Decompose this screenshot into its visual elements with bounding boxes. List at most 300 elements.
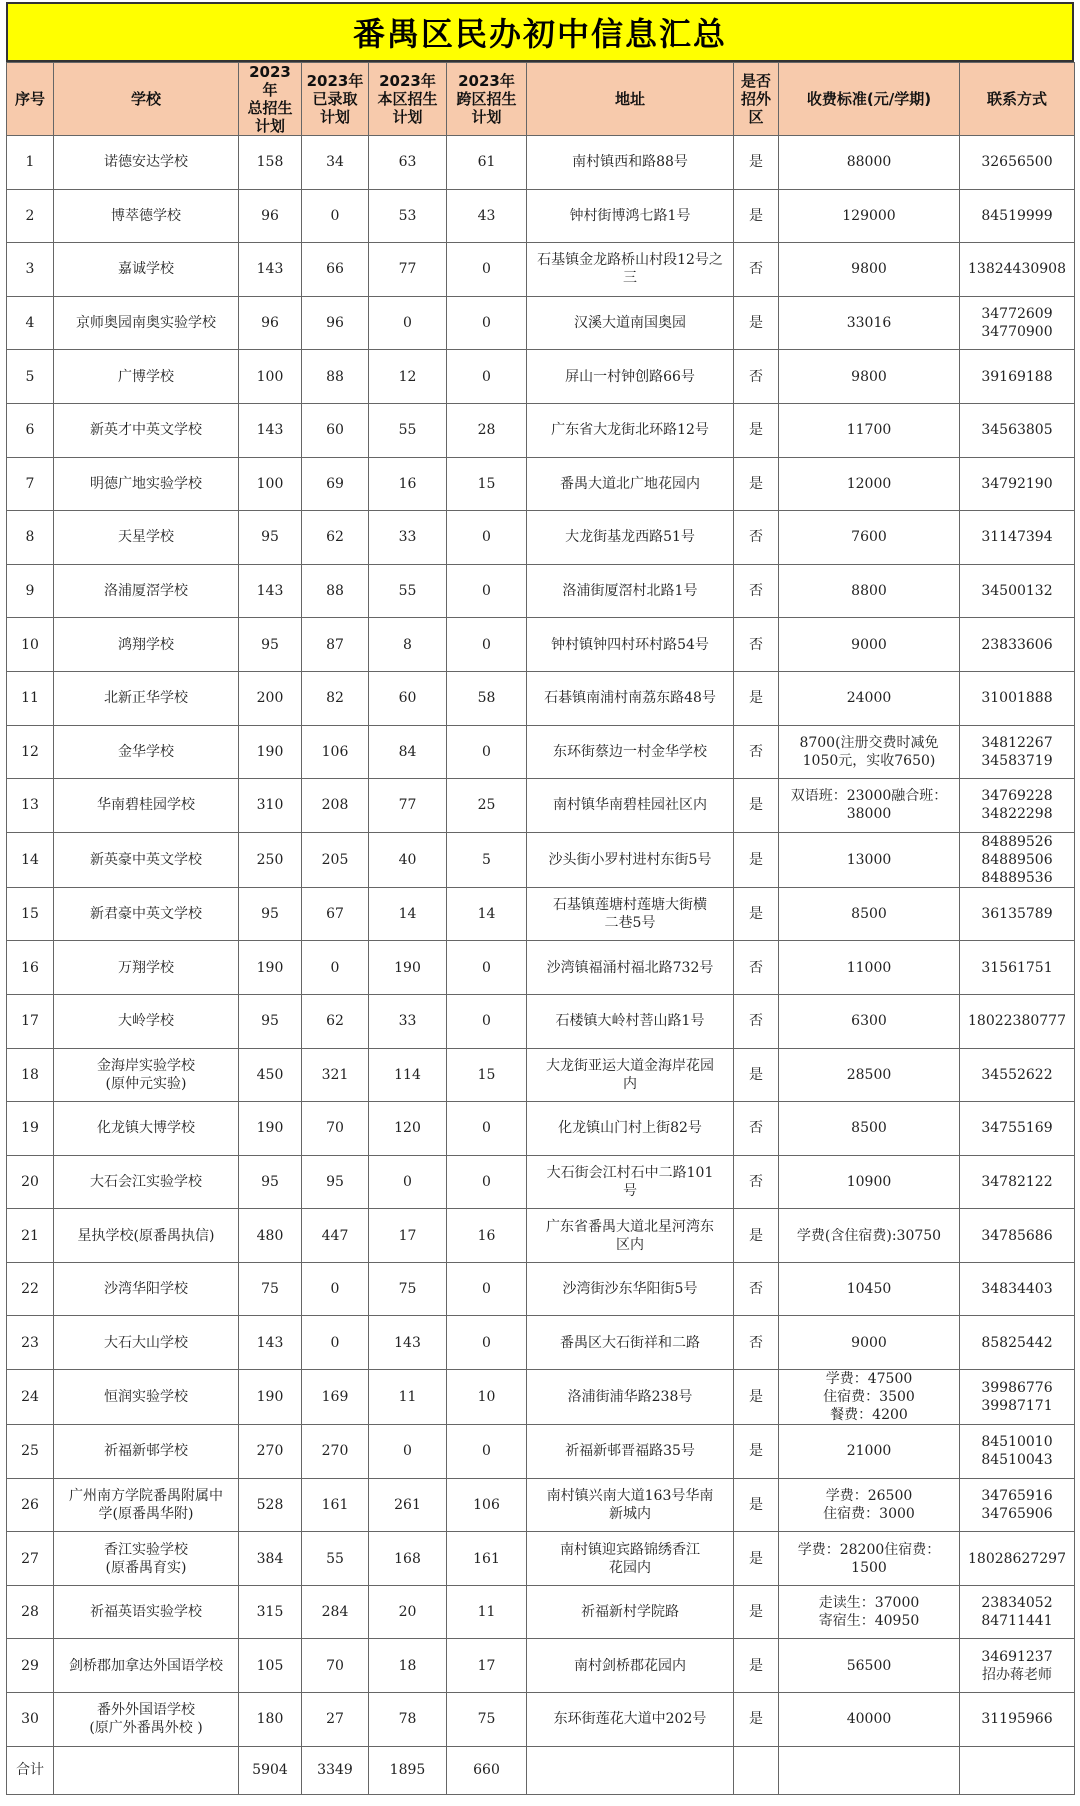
fee: 33016 (779, 296, 960, 350)
outside-flag: 是 (734, 136, 779, 190)
outside-flag: 否 (734, 1262, 779, 1316)
total-plan: 95 (239, 887, 302, 941)
outside-flag: 是 (734, 671, 779, 725)
fee: 学费：47500 住宿费：3500 餐费：4200 (779, 1370, 960, 1425)
cross-plan: 0 (447, 1155, 527, 1209)
cross-plan: 61 (447, 136, 527, 190)
school-name: 大石大山学校 (54, 1316, 239, 1370)
address: 石基镇金龙路桥山村段12号之三 (527, 243, 734, 297)
total-plan: 528 (239, 1478, 302, 1532)
address: 石楼镇大岭村菩山路1号 (527, 994, 734, 1048)
row-no: 20 (7, 1155, 54, 1209)
totals-local: 1895 (369, 1746, 447, 1794)
totals-total: 5904 (239, 1746, 302, 1794)
total-plan: 190 (239, 725, 302, 779)
total-plan: 250 (239, 832, 302, 887)
table-row (7, 832, 1075, 887)
fee: 8800 (779, 564, 960, 618)
contact: 84510010 84510043 (960, 1425, 1075, 1479)
fee: 8500 (779, 887, 960, 941)
contact: 84889526 84889506 84889536 (960, 832, 1075, 887)
cross-plan: 5 (447, 832, 527, 887)
table-row (7, 243, 1075, 297)
total-plan: 96 (239, 296, 302, 350)
total-plan: 96 (239, 189, 302, 243)
local-plan: 18 (369, 1639, 447, 1693)
totals-blank (54, 1746, 239, 1794)
contact: 36135789 (960, 887, 1075, 941)
address: 大龙街亚运大道金海岸花园 内 (527, 1048, 734, 1102)
fee: 9800 (779, 243, 960, 297)
header-outside: 是否 招外区 (734, 63, 779, 136)
total-plan: 450 (239, 1048, 302, 1102)
table-row (7, 725, 1075, 779)
fee: 13000 (779, 832, 960, 887)
table-row (7, 1370, 1075, 1425)
cross-plan: 15 (447, 1048, 527, 1102)
local-plan: 8 (369, 618, 447, 672)
info-sheet (6, 2, 1074, 1795)
address: 东环街莲花大道中202号 (527, 1693, 734, 1747)
contact: 34834403 (960, 1262, 1075, 1316)
total-plan: 143 (239, 243, 302, 297)
local-plan: 84 (369, 725, 447, 779)
local-plan: 114 (369, 1048, 447, 1102)
school-name: 新英才中英文学校 (54, 403, 239, 457)
fee: 7600 (779, 511, 960, 565)
table-row (7, 1102, 1075, 1156)
total-plan: 95 (239, 1155, 302, 1209)
local-plan: 77 (369, 243, 447, 297)
admitted-plan: 88 (302, 350, 369, 404)
address: 沙头街小罗村进村东街5号 (527, 832, 734, 887)
row-no: 8 (7, 511, 54, 565)
cross-plan: 16 (447, 1209, 527, 1263)
contact: 34792190 (960, 457, 1075, 511)
table-row (7, 1532, 1075, 1586)
admitted-plan: 0 (302, 1316, 369, 1370)
local-plan: 55 (369, 403, 447, 457)
admitted-plan: 208 (302, 779, 369, 833)
cross-plan: 0 (447, 296, 527, 350)
local-plan: 20 (369, 1585, 447, 1639)
table-row (7, 779, 1075, 833)
fee: 学费：26500 住宿费：3000 (779, 1478, 960, 1532)
admitted-plan: 270 (302, 1425, 369, 1479)
outside-flag: 是 (734, 189, 779, 243)
cross-plan: 161 (447, 1532, 527, 1586)
admitted-plan: 169 (302, 1370, 369, 1425)
header-row (7, 63, 1075, 136)
contact: 31195966 (960, 1693, 1075, 1747)
outside-flag: 否 (734, 511, 779, 565)
total-plan: 100 (239, 457, 302, 511)
school-name: 广州南方学院番禺附属中 学(原番禺华附) (54, 1478, 239, 1532)
admitted-plan: 0 (302, 941, 369, 995)
fee: 8700(注册交费时减免 1050元，实收7650) (779, 725, 960, 779)
address: 沙湾镇福涌村福北路732号 (527, 941, 734, 995)
admitted-plan: 27 (302, 1693, 369, 1747)
local-plan: 261 (369, 1478, 447, 1532)
row-no: 16 (7, 941, 54, 995)
contact: 18022380777 (960, 994, 1075, 1048)
local-plan: 63 (369, 136, 447, 190)
header-fee: 收费标准(元/学期) (779, 63, 960, 136)
outside-flag: 否 (734, 941, 779, 995)
row-no: 9 (7, 564, 54, 618)
admitted-plan: 0 (302, 189, 369, 243)
fee: 24000 (779, 671, 960, 725)
fee: 11700 (779, 403, 960, 457)
admitted-plan: 70 (302, 1102, 369, 1156)
admitted-plan: 67 (302, 887, 369, 941)
admitted-plan: 106 (302, 725, 369, 779)
school-name: 华南碧桂园学校 (54, 779, 239, 833)
school-name: 星执学校(原番禺执信) (54, 1209, 239, 1263)
contact: 34552622 (960, 1048, 1075, 1102)
contact: 31001888 (960, 671, 1075, 725)
contact: 39986776 39987171 (960, 1370, 1075, 1425)
outside-flag: 否 (734, 1316, 779, 1370)
admitted-plan: 34 (302, 136, 369, 190)
contact: 13824430908 (960, 243, 1075, 297)
address: 屏山一村钟创路66号 (527, 350, 734, 404)
outside-flag: 是 (734, 1048, 779, 1102)
outside-flag: 是 (734, 1370, 779, 1425)
school-name: 北新正华学校 (54, 671, 239, 725)
school-name: 嘉诚学校 (54, 243, 239, 297)
row-no: 4 (7, 296, 54, 350)
fee: 10900 (779, 1155, 960, 1209)
total-plan: 384 (239, 1532, 302, 1586)
outside-flag: 是 (734, 832, 779, 887)
admitted-plan: 70 (302, 1639, 369, 1693)
school-name: 大岭学校 (54, 994, 239, 1048)
address: 钟村街博鸿七路1号 (527, 189, 734, 243)
school-name: 明德广地实验学校 (54, 457, 239, 511)
total-plan: 95 (239, 618, 302, 672)
totals-admitted: 3349 (302, 1746, 369, 1794)
total-plan: 310 (239, 779, 302, 833)
contact: 32656500 (960, 136, 1075, 190)
fee: 双语班：23000融合班： 38000 (779, 779, 960, 833)
outside-flag: 是 (734, 1693, 779, 1747)
total-plan: 143 (239, 564, 302, 618)
total-plan: 190 (239, 1370, 302, 1425)
header-contact: 联系方式 (960, 63, 1075, 136)
row-no: 21 (7, 1209, 54, 1263)
admitted-plan: 55 (302, 1532, 369, 1586)
header-cross-plan: 2023年 跨区招生 计划 (447, 63, 527, 136)
contact: 23834052 84711441 (960, 1585, 1075, 1639)
address: 汉溪大道南国奥园 (527, 296, 734, 350)
total-plan: 180 (239, 1693, 302, 1747)
cross-plan: 11 (447, 1585, 527, 1639)
table-row (7, 887, 1075, 941)
contact: 23833606 (960, 618, 1075, 672)
address: 洛浦街厦滘村北路1号 (527, 564, 734, 618)
local-plan: 120 (369, 1102, 447, 1156)
row-no: 7 (7, 457, 54, 511)
cross-plan: 75 (447, 1693, 527, 1747)
fee: 9000 (779, 1316, 960, 1370)
cross-plan: 0 (447, 243, 527, 297)
school-name: 天星学校 (54, 511, 239, 565)
table-row (7, 671, 1075, 725)
admitted-plan: 205 (302, 832, 369, 887)
contact: 34500132 (960, 564, 1075, 618)
admitted-plan: 82 (302, 671, 369, 725)
table-row (7, 994, 1075, 1048)
local-plan: 0 (369, 1155, 447, 1209)
row-no: 29 (7, 1639, 54, 1693)
admitted-plan: 87 (302, 618, 369, 672)
row-no: 6 (7, 403, 54, 457)
school-name: 广博学校 (54, 350, 239, 404)
local-plan: 60 (369, 671, 447, 725)
row-no: 15 (7, 887, 54, 941)
table-row (7, 1478, 1075, 1532)
school-table (6, 62, 1075, 1795)
fee: 28500 (779, 1048, 960, 1102)
fee: 学费(含住宿费):30750 (779, 1209, 960, 1263)
cross-plan: 28 (447, 403, 527, 457)
school-name: 诺德安达学校 (54, 136, 239, 190)
fee: 学费：28200住宿费： 1500 (779, 1532, 960, 1586)
outside-flag: 否 (734, 243, 779, 297)
address: 大龙街基龙西路51号 (527, 511, 734, 565)
admitted-plan: 66 (302, 243, 369, 297)
table-row (7, 1209, 1075, 1263)
total-plan: 315 (239, 1585, 302, 1639)
row-no: 2 (7, 189, 54, 243)
address: 钟村镇钟四村环村路54号 (527, 618, 734, 672)
header-total-plan: 2023年 总招生 计划 (239, 63, 302, 136)
table-row (7, 403, 1075, 457)
table-row (7, 564, 1075, 618)
school-name: 洛浦厦滘学校 (54, 564, 239, 618)
outside-flag: 是 (734, 1585, 779, 1639)
address: 东环街蔡边一村金华学校 (527, 725, 734, 779)
row-no: 13 (7, 779, 54, 833)
cross-plan: 0 (447, 941, 527, 995)
contact: 34782122 (960, 1155, 1075, 1209)
address: 石基镇莲塘村莲塘大街横 二巷5号 (527, 887, 734, 941)
school-name: 万翔学校 (54, 941, 239, 995)
total-plan: 95 (239, 994, 302, 1048)
totals-cross: 660 (447, 1746, 527, 1794)
admitted-plan: 62 (302, 994, 369, 1048)
local-plan: 168 (369, 1532, 447, 1586)
local-plan: 0 (369, 296, 447, 350)
school-name: 祈福新邨学校 (54, 1425, 239, 1479)
table-row (7, 1155, 1075, 1209)
header-school: 学校 (54, 63, 239, 136)
total-plan: 158 (239, 136, 302, 190)
cross-plan: 43 (447, 189, 527, 243)
table-row (7, 1693, 1075, 1747)
cross-plan: 0 (447, 725, 527, 779)
school-name: 新君豪中英文学校 (54, 887, 239, 941)
address: 番禺区大石街祥和二路 (527, 1316, 734, 1370)
school-name: 剑桥郡加拿达外国语学校 (54, 1639, 239, 1693)
table-row (7, 941, 1075, 995)
contact: 34755169 (960, 1102, 1075, 1156)
admitted-plan: 447 (302, 1209, 369, 1263)
contact: 18028627297 (960, 1532, 1075, 1586)
cross-plan: 0 (447, 618, 527, 672)
total-plan: 95 (239, 511, 302, 565)
row-no: 3 (7, 243, 54, 297)
fee: 9800 (779, 350, 960, 404)
row-no: 30 (7, 1693, 54, 1747)
cross-plan: 0 (447, 350, 527, 404)
school-name: 祈福英语实验学校 (54, 1585, 239, 1639)
school-name: 博萃德学校 (54, 189, 239, 243)
address: 祈福新村学院路 (527, 1585, 734, 1639)
admitted-plan: 88 (302, 564, 369, 618)
contact: 34769228 34822298 (960, 779, 1075, 833)
school-name: 鸿翔学校 (54, 618, 239, 672)
local-plan: 40 (369, 832, 447, 887)
school-name: 沙湾华阳学校 (54, 1262, 239, 1316)
fee: 9000 (779, 618, 960, 672)
local-plan: 17 (369, 1209, 447, 1263)
row-no: 1 (7, 136, 54, 190)
fee: 40000 (779, 1693, 960, 1747)
fee: 6300 (779, 994, 960, 1048)
header-no: 序号 (7, 63, 54, 136)
row-no: 23 (7, 1316, 54, 1370)
admitted-plan: 60 (302, 403, 369, 457)
contact: 31561751 (960, 941, 1075, 995)
local-plan: 33 (369, 511, 447, 565)
table-row (7, 511, 1075, 565)
contact: 34563805 (960, 403, 1075, 457)
address: 南村剑桥郡花园内 (527, 1639, 734, 1693)
outside-flag: 否 (734, 1102, 779, 1156)
outside-flag: 否 (734, 564, 779, 618)
address: 南村镇迎宾路锦绣香江 花园内 (527, 1532, 734, 1586)
contact: 34765916 34765906 (960, 1478, 1075, 1532)
row-no: 17 (7, 994, 54, 1048)
header-local-plan: 2023年 本区招生 计划 (369, 63, 447, 136)
fee: 129000 (779, 189, 960, 243)
table-row (7, 1639, 1075, 1693)
table-row (7, 1262, 1075, 1316)
outside-flag: 是 (734, 1639, 779, 1693)
outside-flag: 否 (734, 350, 779, 404)
local-plan: 75 (369, 1262, 447, 1316)
outside-flag: 是 (734, 1532, 779, 1586)
total-plan: 200 (239, 671, 302, 725)
school-name: 金华学校 (54, 725, 239, 779)
total-plan: 190 (239, 1102, 302, 1156)
row-no: 12 (7, 725, 54, 779)
total-plan: 143 (239, 1316, 302, 1370)
row-no: 19 (7, 1102, 54, 1156)
address: 洛浦街浦华路238号 (527, 1370, 734, 1425)
row-no: 27 (7, 1532, 54, 1586)
cross-plan: 10 (447, 1370, 527, 1425)
cross-plan: 0 (447, 994, 527, 1048)
header-admitted: 2023年 已录取 计划 (302, 63, 369, 136)
outside-flag: 是 (734, 779, 779, 833)
table-row (7, 1316, 1075, 1370)
cross-plan: 0 (447, 511, 527, 565)
outside-flag: 是 (734, 1478, 779, 1532)
row-no: 11 (7, 671, 54, 725)
local-plan: 143 (369, 1316, 447, 1370)
admitted-plan: 321 (302, 1048, 369, 1102)
local-plan: 190 (369, 941, 447, 995)
address: 南村镇西和路88号 (527, 136, 734, 190)
address: 化龙镇山门村上街82号 (527, 1102, 734, 1156)
table-row (7, 136, 1075, 190)
address: 番禺大道北广地花园内 (527, 457, 734, 511)
outside-flag: 是 (734, 403, 779, 457)
local-plan: 0 (369, 1425, 447, 1479)
total-plan: 105 (239, 1639, 302, 1693)
local-plan: 16 (369, 457, 447, 511)
admitted-plan: 0 (302, 1262, 369, 1316)
outside-flag: 否 (734, 725, 779, 779)
local-plan: 53 (369, 189, 447, 243)
school-name: 化龙镇大博学校 (54, 1102, 239, 1156)
school-name: 恒润实验学校 (54, 1370, 239, 1425)
school-name: 金海岸实验学校 (原仲元实验) (54, 1048, 239, 1102)
total-plan: 75 (239, 1262, 302, 1316)
sheet-title: 番禺区民办初中信息汇总 (6, 2, 1074, 62)
local-plan: 77 (369, 779, 447, 833)
outside-flag: 否 (734, 618, 779, 672)
outside-flag: 否 (734, 994, 779, 1048)
row-no: 24 (7, 1370, 54, 1425)
fee: 21000 (779, 1425, 960, 1479)
row-no: 26 (7, 1478, 54, 1532)
cross-plan: 0 (447, 1425, 527, 1479)
fee: 8500 (779, 1102, 960, 1156)
fee: 56500 (779, 1639, 960, 1693)
outside-flag: 是 (734, 887, 779, 941)
cross-plan: 25 (447, 779, 527, 833)
cross-plan: 15 (447, 457, 527, 511)
row-no: 5 (7, 350, 54, 404)
local-plan: 11 (369, 1370, 447, 1425)
fee: 10450 (779, 1262, 960, 1316)
fee: 走读生：37000 寄宿生：40950 (779, 1585, 960, 1639)
local-plan: 12 (369, 350, 447, 404)
cross-plan: 0 (447, 1316, 527, 1370)
total-plan: 100 (239, 350, 302, 404)
cross-plan: 14 (447, 887, 527, 941)
table-row (7, 1425, 1075, 1479)
row-no: 28 (7, 1585, 54, 1639)
table-row (7, 1585, 1075, 1639)
table-row (7, 457, 1075, 511)
address: 石碁镇南浦村南荔东路48号 (527, 671, 734, 725)
cross-plan: 0 (447, 564, 527, 618)
local-plan: 33 (369, 994, 447, 1048)
address: 广东省番禺大道北星河湾东 区内 (527, 1209, 734, 1263)
total-plan: 190 (239, 941, 302, 995)
contact: 84519999 (960, 189, 1075, 243)
contact: 34772609 34770900 (960, 296, 1075, 350)
fee: 11000 (779, 941, 960, 995)
address: 沙湾街沙东华阳街5号 (527, 1262, 734, 1316)
address: 祈福新邨晋福路35号 (527, 1425, 734, 1479)
contact: 31147394 (960, 511, 1075, 565)
